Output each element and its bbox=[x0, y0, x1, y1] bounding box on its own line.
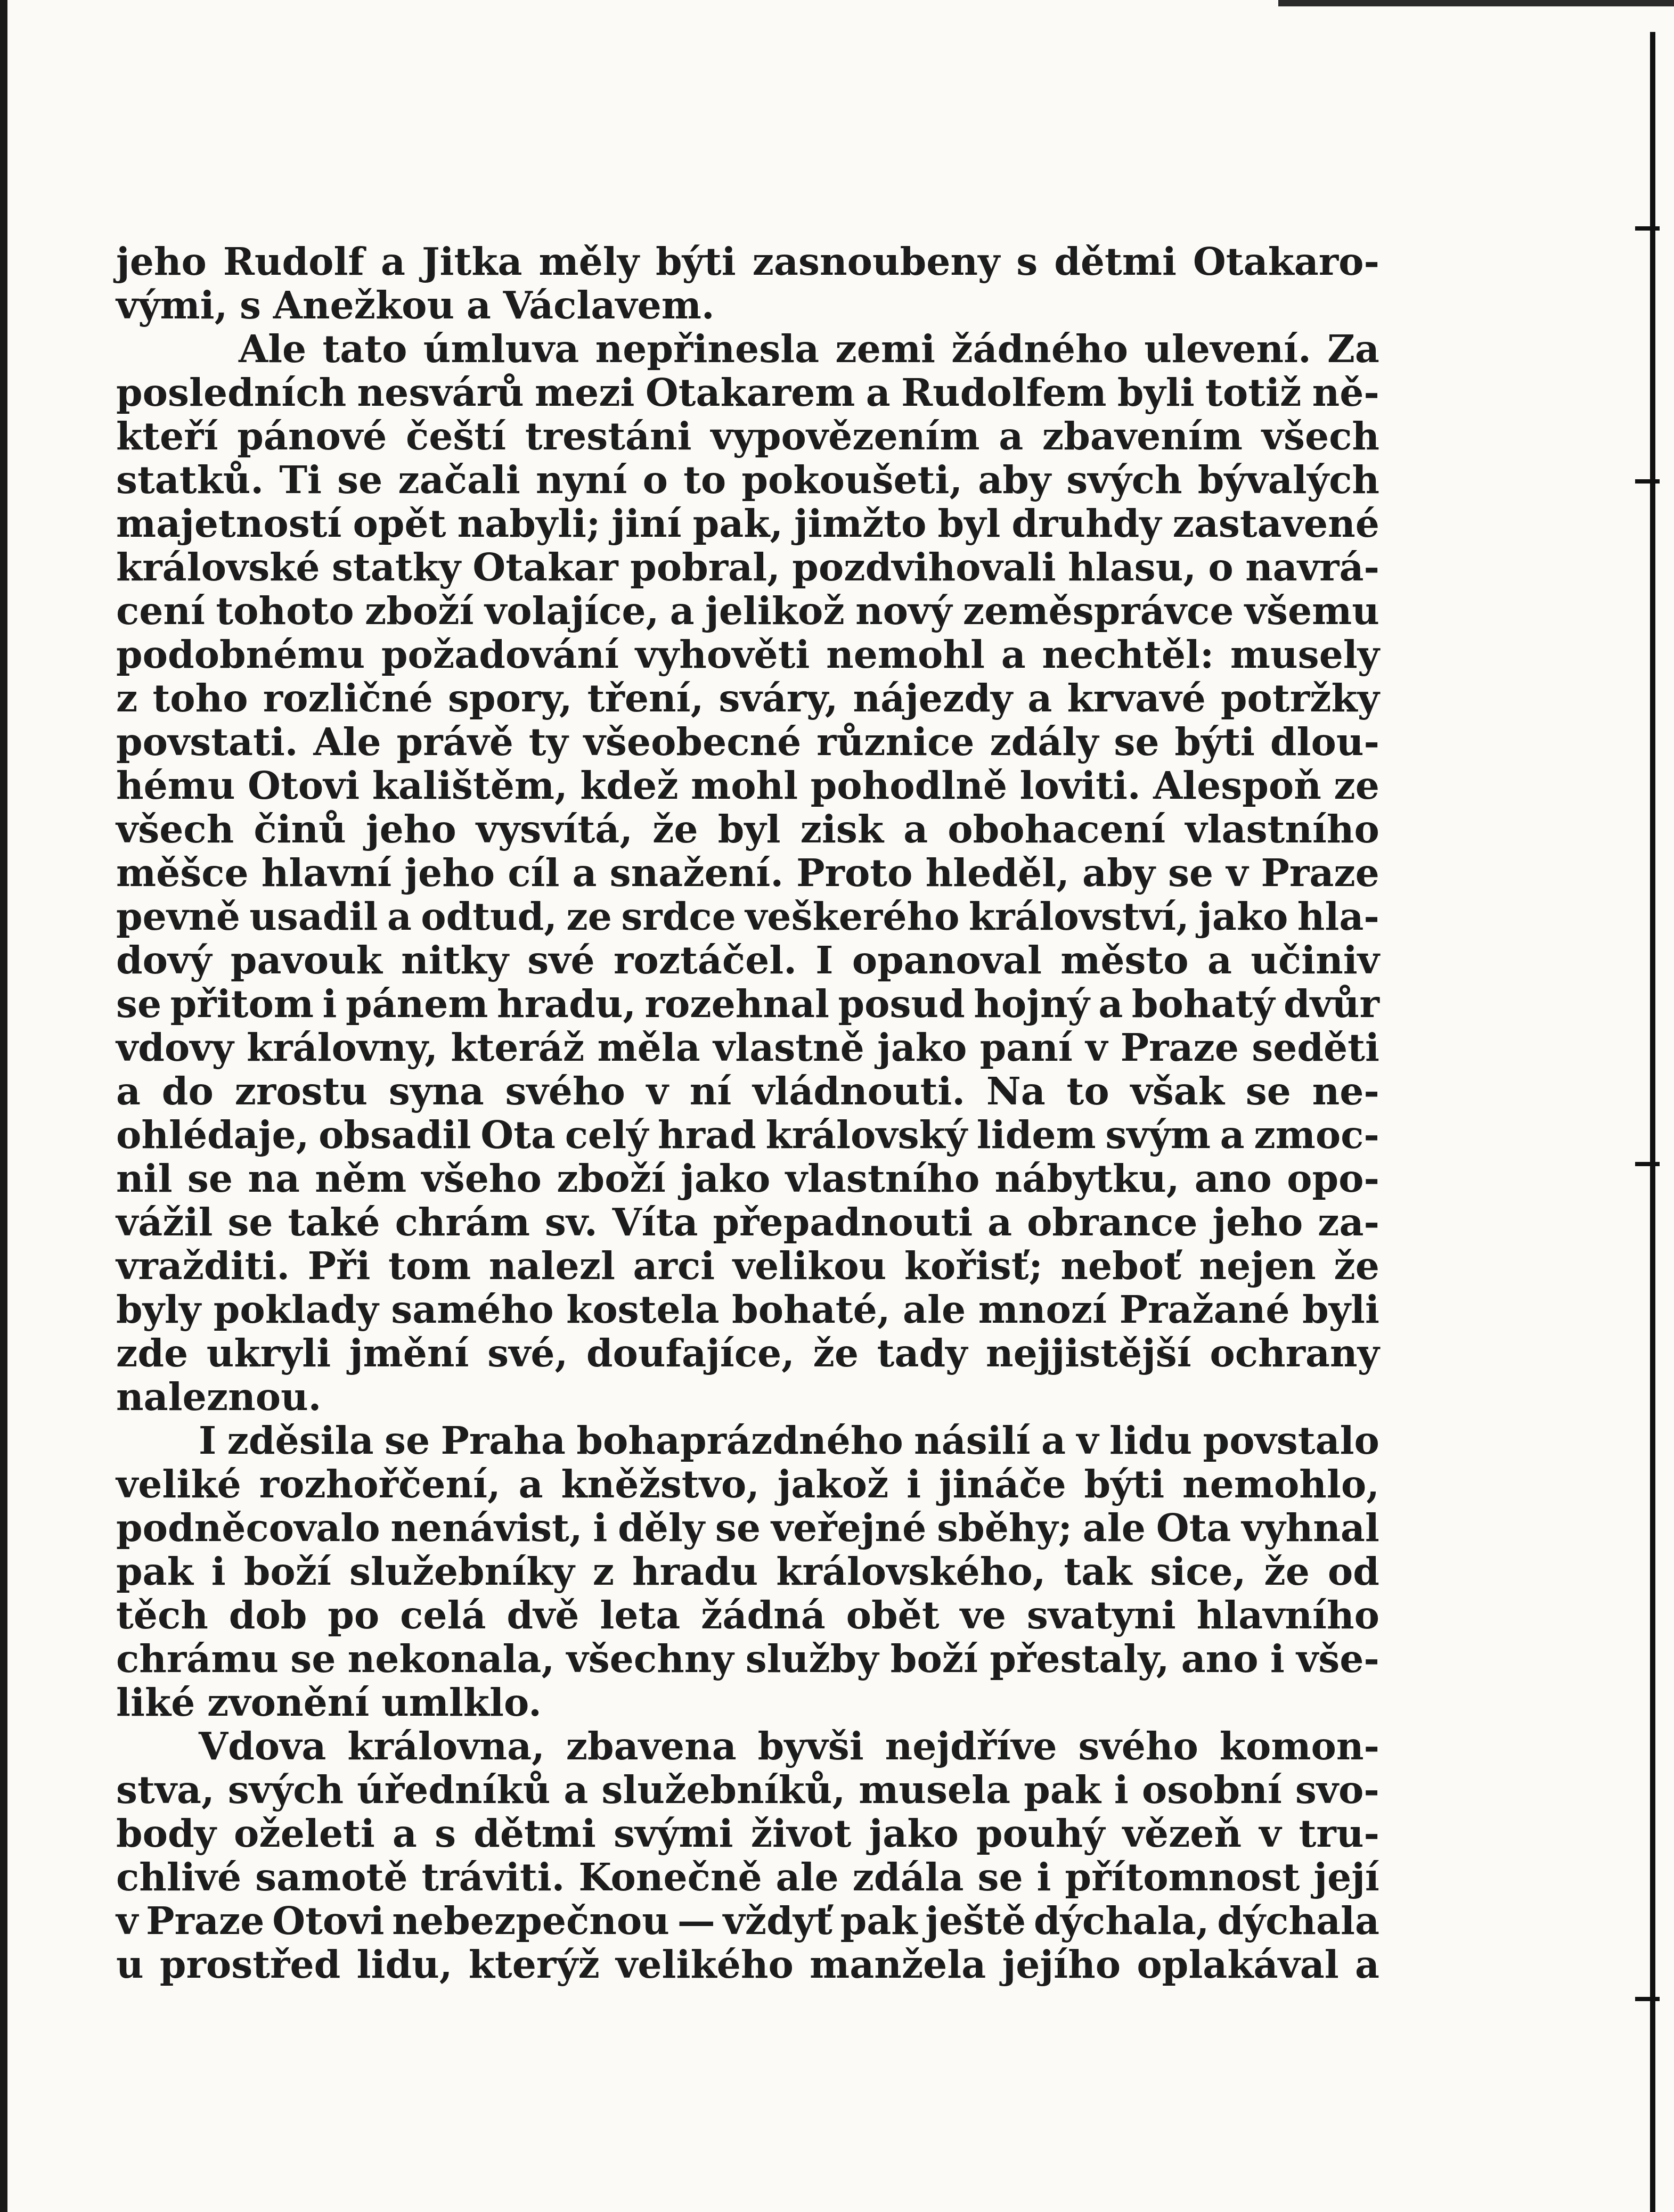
text-line: vými, s Anežkou a Václavem. bbox=[116, 283, 715, 327]
text-line: se přitom i pánem hradu, rozehnal posud hojný a bohatý dvůr bbox=[116, 981, 1379, 1026]
text-line: jeho Rudolf a Jitka měly býti zasnoubeny s dětmi Otakaro- bbox=[116, 239, 1379, 284]
text-line: veliké rozhořčení, a kněžstvo, jakož i jináče býti nemohlo, bbox=[116, 1462, 1379, 1506]
edge-tick-mark bbox=[1635, 226, 1660, 231]
edge-tick-mark bbox=[1635, 1997, 1660, 2001]
text-line: dový pavouk nitky své roztáčel. I opanoval město a učiniv bbox=[116, 938, 1379, 982]
text-line: majetností opět nabyli; jiní pak, jimžto byl druhdy zastavené bbox=[116, 501, 1379, 546]
scan-left-edge bbox=[0, 0, 7, 2212]
text-line: chrámu se nekonala, všechny služby boží přestaly, ano i vše- bbox=[116, 1636, 1379, 1681]
text-line: pak i boží služebníky z hradu královského, tak sice, že od bbox=[116, 1549, 1379, 1594]
text-line: chlivé samotě tráviti. Konečně ale zdála se i přítomnost její bbox=[116, 1855, 1379, 1899]
text-line: povstati. Ale právě ty všeobecné různice zdály se býti dlou- bbox=[116, 719, 1379, 764]
text-line: a do zrostu syna svého v ní vládnouti. Na to však se ne- bbox=[116, 1069, 1379, 1113]
text-line: liké zvonění umlklo. bbox=[116, 1680, 542, 1725]
edge-tick-mark bbox=[1635, 479, 1660, 484]
text-line: z toho rozličné spory, tření, sváry, nájezdy a krvavé potržky bbox=[116, 676, 1379, 720]
text-line: u prostřed lidu, kterýž velikého manžela jejího oplakával a bbox=[116, 1942, 1379, 1987]
text-line: nil se na něm všeho zboží jako vlastního nábytku, ano opo- bbox=[116, 1156, 1379, 1201]
text-line: podobnému požadování vyhověti nemohl a nechtěl: musely bbox=[116, 632, 1379, 677]
scan-right-edge bbox=[1650, 32, 1655, 2212]
text-line: byly poklady samého kostela bohaté, ale mnozí Pražané byli bbox=[116, 1287, 1379, 1332]
text-line: I zděsila se Praha bohaprázdného násilí a v lidu povstalo bbox=[199, 1418, 1379, 1463]
text-line: Ale tato úmluva nepřinesla zemi žádného ulevení. Za bbox=[239, 326, 1379, 371]
text-line: hému Otovi kalištěm, kdež mohl pohodlně loviti. Alespoň ze bbox=[116, 763, 1379, 808]
text-line: kteří pánové čeští trestáni vypovězením a zbavením všech bbox=[116, 414, 1379, 458]
text-line: posledních nesvárů mezi Otakarem a Rudolfem byli totiž ně- bbox=[116, 370, 1379, 415]
text-line: stva, svých úředníků a služebníků, musela pak i osobní svo- bbox=[116, 1767, 1379, 1812]
text-line: naleznou. bbox=[116, 1374, 322, 1419]
text-line: Vdova královna, zbavena byvši nejdříve svého komon- bbox=[199, 1724, 1379, 1768]
text-line: všech činů jeho vysvítá, že byl zisk a obohacení vlastního bbox=[116, 807, 1379, 851]
text-line: zde ukryli jmění své, doufajíce, že tady nejjistější ochrany bbox=[116, 1331, 1379, 1375]
text-line: statků. Ti se začali nyní o to pokoušeti, aby svých bývalých bbox=[116, 457, 1379, 502]
text-line: ohlédaje, obsadil Ota celý hrad královský lidem svým a zmoc- bbox=[116, 1112, 1379, 1157]
text-line: těch dob po celá dvě leta žádná obět ve svatyni hlavního bbox=[116, 1593, 1379, 1637]
text-line: pevně usadil a odtud, ze srdce veškerého království, jako hla- bbox=[116, 894, 1379, 939]
body-text bbox=[116, 240, 1379, 1986]
text-line: měšce hlavní jeho cíl a snažení. Proto hleděl, aby se v Praze bbox=[116, 850, 1379, 895]
text-line: v Praze Otovi nebezpečnou — vždyť pak ještě dýchala, dýchala bbox=[116, 1898, 1379, 1943]
text-line: vražditi. Při tom nalezl arci velikou kořisť; neboť nejen že bbox=[116, 1243, 1379, 1288]
text-line: body oželeti a s dětmi svými život jako pouhý vězeň v tru- bbox=[116, 1811, 1379, 1856]
text-line: podněcovalo nenávist, i děly se veřejné sběhy; ale Ota vyhnal bbox=[116, 1505, 1379, 1550]
text-line: královské statky Otakar pobral, pozdvihovali hlasu, o navrá- bbox=[116, 545, 1379, 589]
edge-tick-mark bbox=[1635, 1162, 1660, 1166]
text-line: cení tohoto zboží volajíce, a jelikož nový zeměsprávce všemu bbox=[116, 588, 1379, 633]
text-line: vdovy královny, kteráž měla vlastně jako paní v Praze seděti bbox=[116, 1025, 1379, 1070]
text-line: vážil se také chrám sv. Víta přepadnouti a obrance jeho za- bbox=[116, 1200, 1379, 1244]
scan-top-edge bbox=[1278, 0, 1674, 6]
